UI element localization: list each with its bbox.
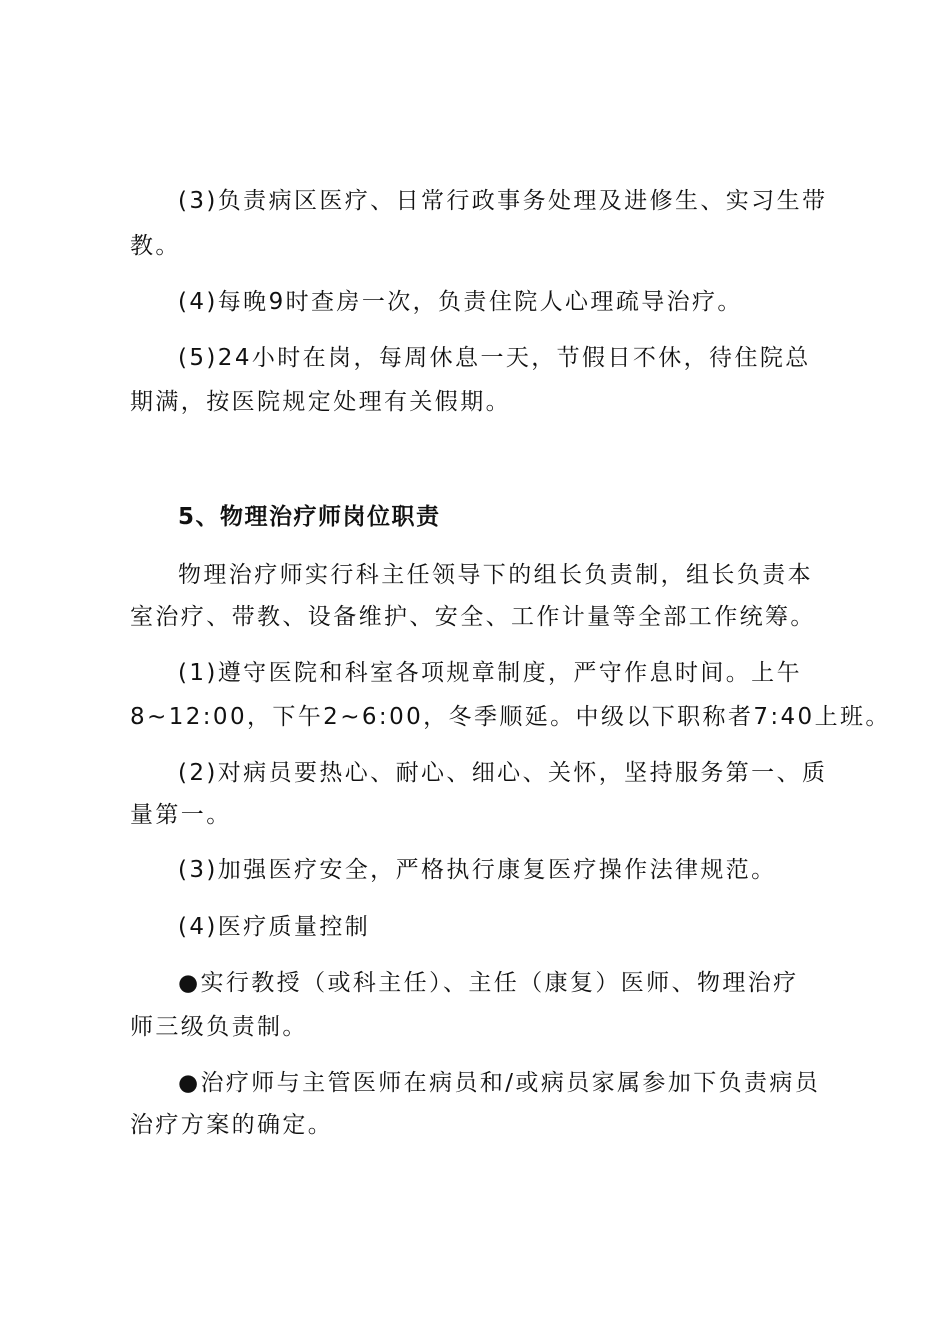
paragraph-line: 8~12:00，下午2~6:00，冬季顺延。中级以下职称者7:40上班。	[130, 704, 891, 730]
paragraph-line: (5)24小时在岗，每周休息一天，节假日不休，待住院总	[178, 345, 811, 371]
paragraph-line: (3)加强医疗安全，严格执行康复医疗操作法律规范。	[178, 857, 777, 883]
section-heading: 5、物理治疗师岗位职责	[178, 504, 441, 530]
paragraph-line: (1)遵守医院和科室各项规章制度，严守作息时间。上午	[178, 660, 802, 686]
paragraph-line: 室治疗、带教、设备维护、安全、工作计量等全部工作统筹。	[130, 604, 816, 630]
paragraph-line: 物理治疗师实行科主任领导下的组长负责制，组长负责本	[178, 562, 813, 588]
paragraph-line: ●治疗师与主管医师在病员和/或病员家属参加下负责病员	[178, 1070, 821, 1096]
paragraph-line: (4)医疗质量控制	[178, 914, 371, 940]
paragraph-line: 期满，按医院规定处理有关假期。	[130, 389, 511, 415]
paragraph-line: 师三级负责制。	[130, 1014, 308, 1040]
paragraph-line: 教。	[130, 233, 181, 259]
paragraph-line: 治疗方案的确定。	[130, 1112, 334, 1138]
paragraph-line: (4)每晚9时查房一次，负责住院人心理疏导治疗。	[178, 289, 743, 315]
paragraph-line: (3)负责病区医疗、日常行政事务处理及进修生、实习生带	[178, 188, 828, 214]
paragraph-line: ●实行教授（或科主任）、主任（康复）医师、物理治疗	[178, 970, 799, 996]
paragraph-line: (2)对病员要热心、耐心、细心、关怀，坚持服务第一、质	[178, 760, 828, 786]
paragraph-line: 量第一。	[130, 802, 232, 828]
